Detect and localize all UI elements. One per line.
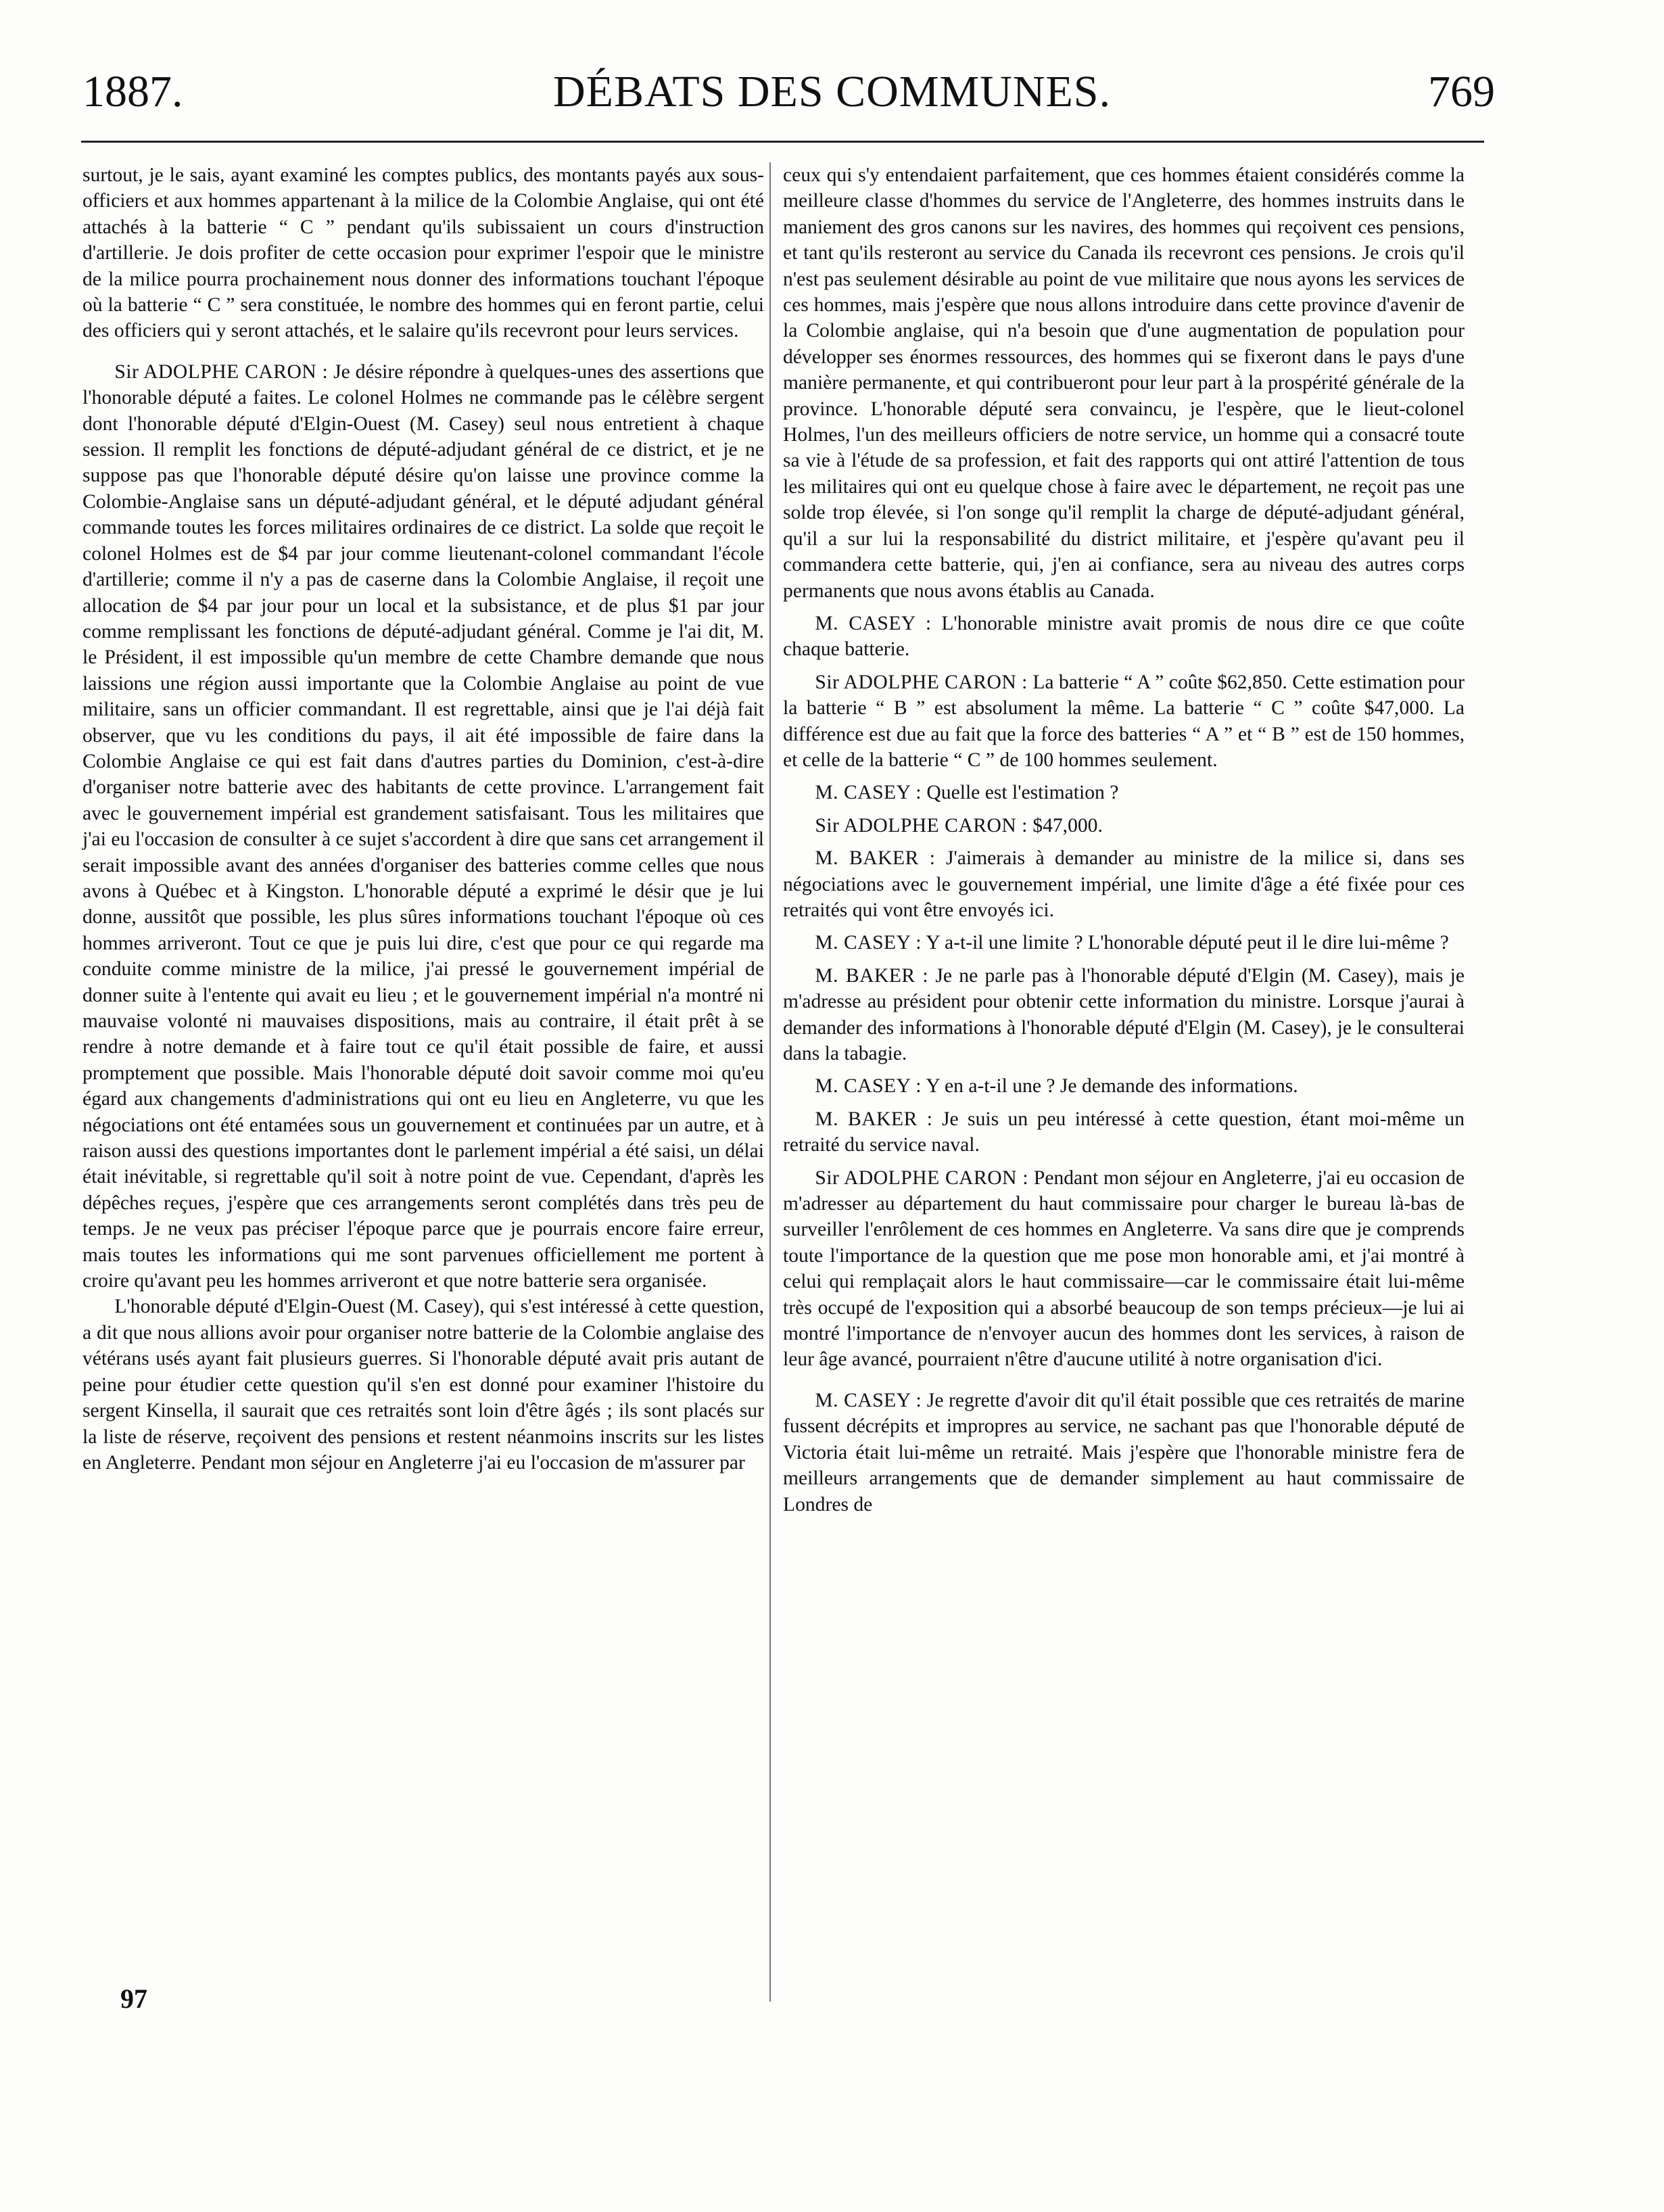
paragraph-text: ceux qui s'y entendaient parfaitement, que ces hommes étaient considérés comme la meilleure classe d'hommes du service de l'Angleterre, des hommes instruits dans le maniement des gros canons sur les navires, des hommes qui reçoivent ces pensions, et tant qu'ils resteront au service du Canada ils recevront ces pensions. Je crois qu'il n'est pas seulement désirable au point de vue militaire que nous ayons les services de ces hommes, mais j'espère que nous allons introduire dans cette province d'avenir de la Colombie anglaise, qui n'a besoin que d'une augmentation de population pour développer ses énormes ressources, des hommes qui se fixeront dans le pays d'une manière permanente, et qui contribueront pour leur part à la prospérité générale de la province. L'honorable député sera convaincu, je l'espère, que le lieut-colonel Holmes, l'un des meilleurs officiers de notre service, un homme qui a consacré toute sa vie à l'étude de sa profession, et fait des rapports qui ont attiré l'attention de tous les militaires qui ont eu quelque chose à faire avec le département, ne reçoit pas une solde trop élevée, si l'on songe qu'il remplit la charge de député-adjudant général, qu'il a sur lui la responsabilité du district militaire, et j'espère qu'avant peu il commandera cette batterie, qui, j'en ai confiance, sera au niveau des autres corps permanents que nous avons établis au Canada. xyxy=(783,164,1465,602)
paragraph-text: Je regrette d'avoir dit qu'il était possible que ces retraités de marine fussent décrépits et impropres au service, ne sachant pas que l'honorable député de Victoria était lui-même un retraité. Mais j'espère que l'honorable ministre fera de meilleurs arrangements que de demander simplement au haut commissaire de Londres de xyxy=(783,1389,1465,1515)
speaker-name: M. BAKER : xyxy=(815,1108,933,1130)
left-column xyxy=(82,162,764,1476)
paragraph xyxy=(783,930,1465,956)
paragraph xyxy=(783,1388,1465,1517)
paragraph-text: L'honorable ministre avait promis de nous dire ce que coûte chaque batterie. xyxy=(783,612,1465,661)
speaker-name: Sir ADOLPHE CARON : xyxy=(815,671,1028,693)
page-year: 1887. xyxy=(82,67,183,116)
paragraph-text: La batterie “ A ” coûte $62,850. Cette estimation pour la batterie “ B ” est absolument la même. La batterie “ C ” coûte $47,000. La différence est due au fait que la force des batteries “ A ” et “ B ” est de 150 hommes, et celle de la batterie “ C ” de 100 hommes seulement. xyxy=(783,671,1465,771)
speaker-name: M. CASEY : xyxy=(815,612,932,634)
paragraph xyxy=(783,1106,1465,1158)
paragraph-text: Je ne parle pas à l'honorable député d'Elgin (M. Casey), mais je m'adresse au président pour obtenir cette information du ministre. Lorsque j'aurai à demander des informations à l'honorable député d'Elgin (M. Casey), je le consulterai dans la tabagie. xyxy=(783,964,1465,1064)
paragraph xyxy=(82,359,764,1294)
paragraph xyxy=(783,1165,1465,1373)
speaker-name: M. CASEY : xyxy=(815,1389,922,1411)
paragraph-text: Y en a-t-il une ? Je demande des informations. xyxy=(926,1075,1298,1098)
paragraph-text: Quelle est l'estimation ? xyxy=(926,782,1119,804)
paragraph xyxy=(783,611,1465,663)
paragraph-text: Je désire répondre à quelques-unes des assertions que l'honorable député a faites. Le colonel Holmes ne commande pas le célèbre sergent dont l'honorable député d'Elgin-Ouest (M. Casey) seul nous entretient à chaque session. Il remplit les fonctions de député-adjudant général de ce district, et je ne suppose pas que l'honorable député désire qu'on laisse une province comme la Colombie-Anglaise sans un député-adjudant général, et le député adjudant général commande toutes les forces militaires ordinaires de ce district. La solde que reçoit le colonel Holmes est de $4 par jour comme lieutenant-colonel commandant l'école d'artillerie; comme il n'y a pas de caserne dans la Colombie Anglaise, il reçoit une allocation de $4 par jour pour un local et la subsistance, et de plus $1 par jour comme remplissant les fonctions de député-adjudant général. Comme je l'ai dit, M. le Président, il est impossible qu'un membre de cette Chambre demande que nous laissions une région aussi importante que la Colombie Anglaise au point de vue militaire, sans un officier commandant. Il est regrettable, ainsi que je l'ai déjà fait observer, que vu les conditions du pays, il ait été impossible de faire dans la Colombie Anglaise ce qui est fait dans d'autres parties du Dominion, c'est-à-dire d'organiser notre batterie avec des habitants de cette province. L'arrangement fait avec le gouvernement impérial est grandement satisfaisant. Tous les militaires que j'ai eu l'occasion de consulter à ce sujet s'accordent à dire que sans cet arrangement il serait impossible avant des années d'organiser des batteries comme celles que nous avons à Québec et à Kingston. L'honorable député a exprimé le désir que je lui donne, aussitôt que possible, les plus sûres informations touchant l'époque où ces hommes arriveront. Tout ce que je puis lui dire, c'est que pour ce qui regarde ma conduite comme ministre de la milice, j'ai pressé le gouvernement impérial de donner suite à l'entente qui avait eu lieu ; et le gouvernement impérial n'a montré ni mauvaise volonté ni mauvaises dispositions, mais au contraire, il était prêt à se rendre à notre demande et à faire tout ce qu'il était possible de faire, et aussi promptement que possible. Mais l'honorable député doit savoir comme moi qu'eu égard aux changements d'administrations qui ont eu lieu en Angleterre, vu que les négociations ont été entamées sous un gouvernement et continuées par un autre, et à raison aussi des questions importantes dont le parlement impérial a été saisi, un délai était inévitable, si regrettable qu'il soit à notre point de vue. Cependant, d'après les dépêches reçues, j'espère que ces arrangements seront complétés dans très peu de temps. Je ne veux pas préciser l'époque parce que je pourrais encore faire erreur, mais toutes les informations qui me sont parvenues officiellement me portent à croire qu'avant peu les hommes arriveront et que notre batterie sera organisée. xyxy=(82,360,765,1292)
speaker-name: Sir ADOLPHE CARON : xyxy=(815,1167,1029,1189)
paragraph-text: Y a-t-il une limite ? L'honorable député peut il le dire lui-même ? xyxy=(926,932,1449,954)
paragraph-text: $47,000. xyxy=(1032,814,1103,837)
header-rule xyxy=(81,141,1484,143)
column-divider xyxy=(769,162,771,2002)
speaker-name: M. CASEY : xyxy=(815,782,922,804)
paragraph xyxy=(783,780,1465,805)
speaker-name: Sir ADOLPHE CARON : xyxy=(114,360,329,383)
speaker-name: M. CASEY : xyxy=(815,932,922,954)
paragraph xyxy=(783,669,1465,774)
speaker-name: M. BAKER : xyxy=(815,964,929,987)
speaker-name: M. CASEY : xyxy=(815,1075,922,1098)
paragraph xyxy=(783,1073,1465,1099)
paragraph-text: surtout, je le sais, ayant examiné les comptes publics, des montants payés aux sous-officiers et aux hommes appartenant à la milice de la Colombie Anglaise, qui ont été attachés à la batterie “ C ” pendant qu'ils subissaient un cours d'instruction d'artillerie. Je dois profiter de cette occasion pour exprimer l'espoir que le ministre de la milice pourra prochainement nous donner des informations touchant l'époque où la batterie “ C ” sera constituée, le nombre des hommes qui en feront partie, celui des officiers qui y seront attachés, et le salaire qu'ils recevront pour leurs services. xyxy=(82,164,764,342)
paragraph xyxy=(783,845,1465,923)
paragraph xyxy=(82,162,764,344)
paragraph xyxy=(783,963,1465,1067)
paragraph-text: Je suis un peu intéressé à cette question, étant moi-même un retraité du service naval. xyxy=(783,1108,1465,1156)
page-number: 769 xyxy=(1428,67,1495,116)
paragraph xyxy=(82,1294,764,1476)
paragraph-text: L'honorable député d'Elgin-Ouest (M. Casey), qui s'est intéressé à cette question, a dit que nous allions avoir pour organiser notre batterie de la Colombie anglaise des vétérans usés ayant fait plusieurs guerres. Si l'honorable député avait pris autant de peine pour étudier cette question qu'il s'en est donné pour examiner l'histoire du sergent Kinsella, il saurait que ces retraités sont loin d'être âgés ; ils sont placés sur la liste de réserve, reçoivent des pensions et restent néanmoins inscrits sur les listes en Angleterre. Pendant mon séjour en Angleterre j'ai eu l'occasion de m'assurer par xyxy=(82,1296,764,1474)
speaker-name: Sir ADOLPHE CARON : xyxy=(815,814,1028,837)
right-column xyxy=(783,162,1465,1517)
speaker-name: M. BAKER : xyxy=(815,847,936,870)
running-title: DÉBATS DES COMMUNES. xyxy=(553,67,1111,116)
paragraph xyxy=(783,813,1465,839)
paragraph xyxy=(783,162,1465,604)
paragraph-text: J'aimerais à demander au ministre de la milice si, dans ses négociations avec le gouvernement impérial, une limite d'âge a été fixée pour ces retraités qui vont être envoyés ici. xyxy=(783,847,1465,921)
signature-mark: 97 xyxy=(120,1983,147,2014)
paragraph-text: Pendant mon séjour en Angleterre, j'ai eu occasion de m'adresser au département du haut commissaire pour charger le bureau là-bas de surveiller l'enrôlement de ces hommes en Angleterre. Va sans dire que je comprends toute l'importance de la question que me pose mon honorable ami, et j'ai montré à celui qui remplaçait alors le haut commissaire—car le commissaire était lui-même très occupé de l'exposition qui a absorbé beaucoup de son temps précieux—je lui ai montré l'importance de n'envoyer aucun des hommes dont les services, à raison de leur âge avancé, pourraient n'être d'aucune utilité à notre organisation d'ici. xyxy=(783,1167,1465,1371)
